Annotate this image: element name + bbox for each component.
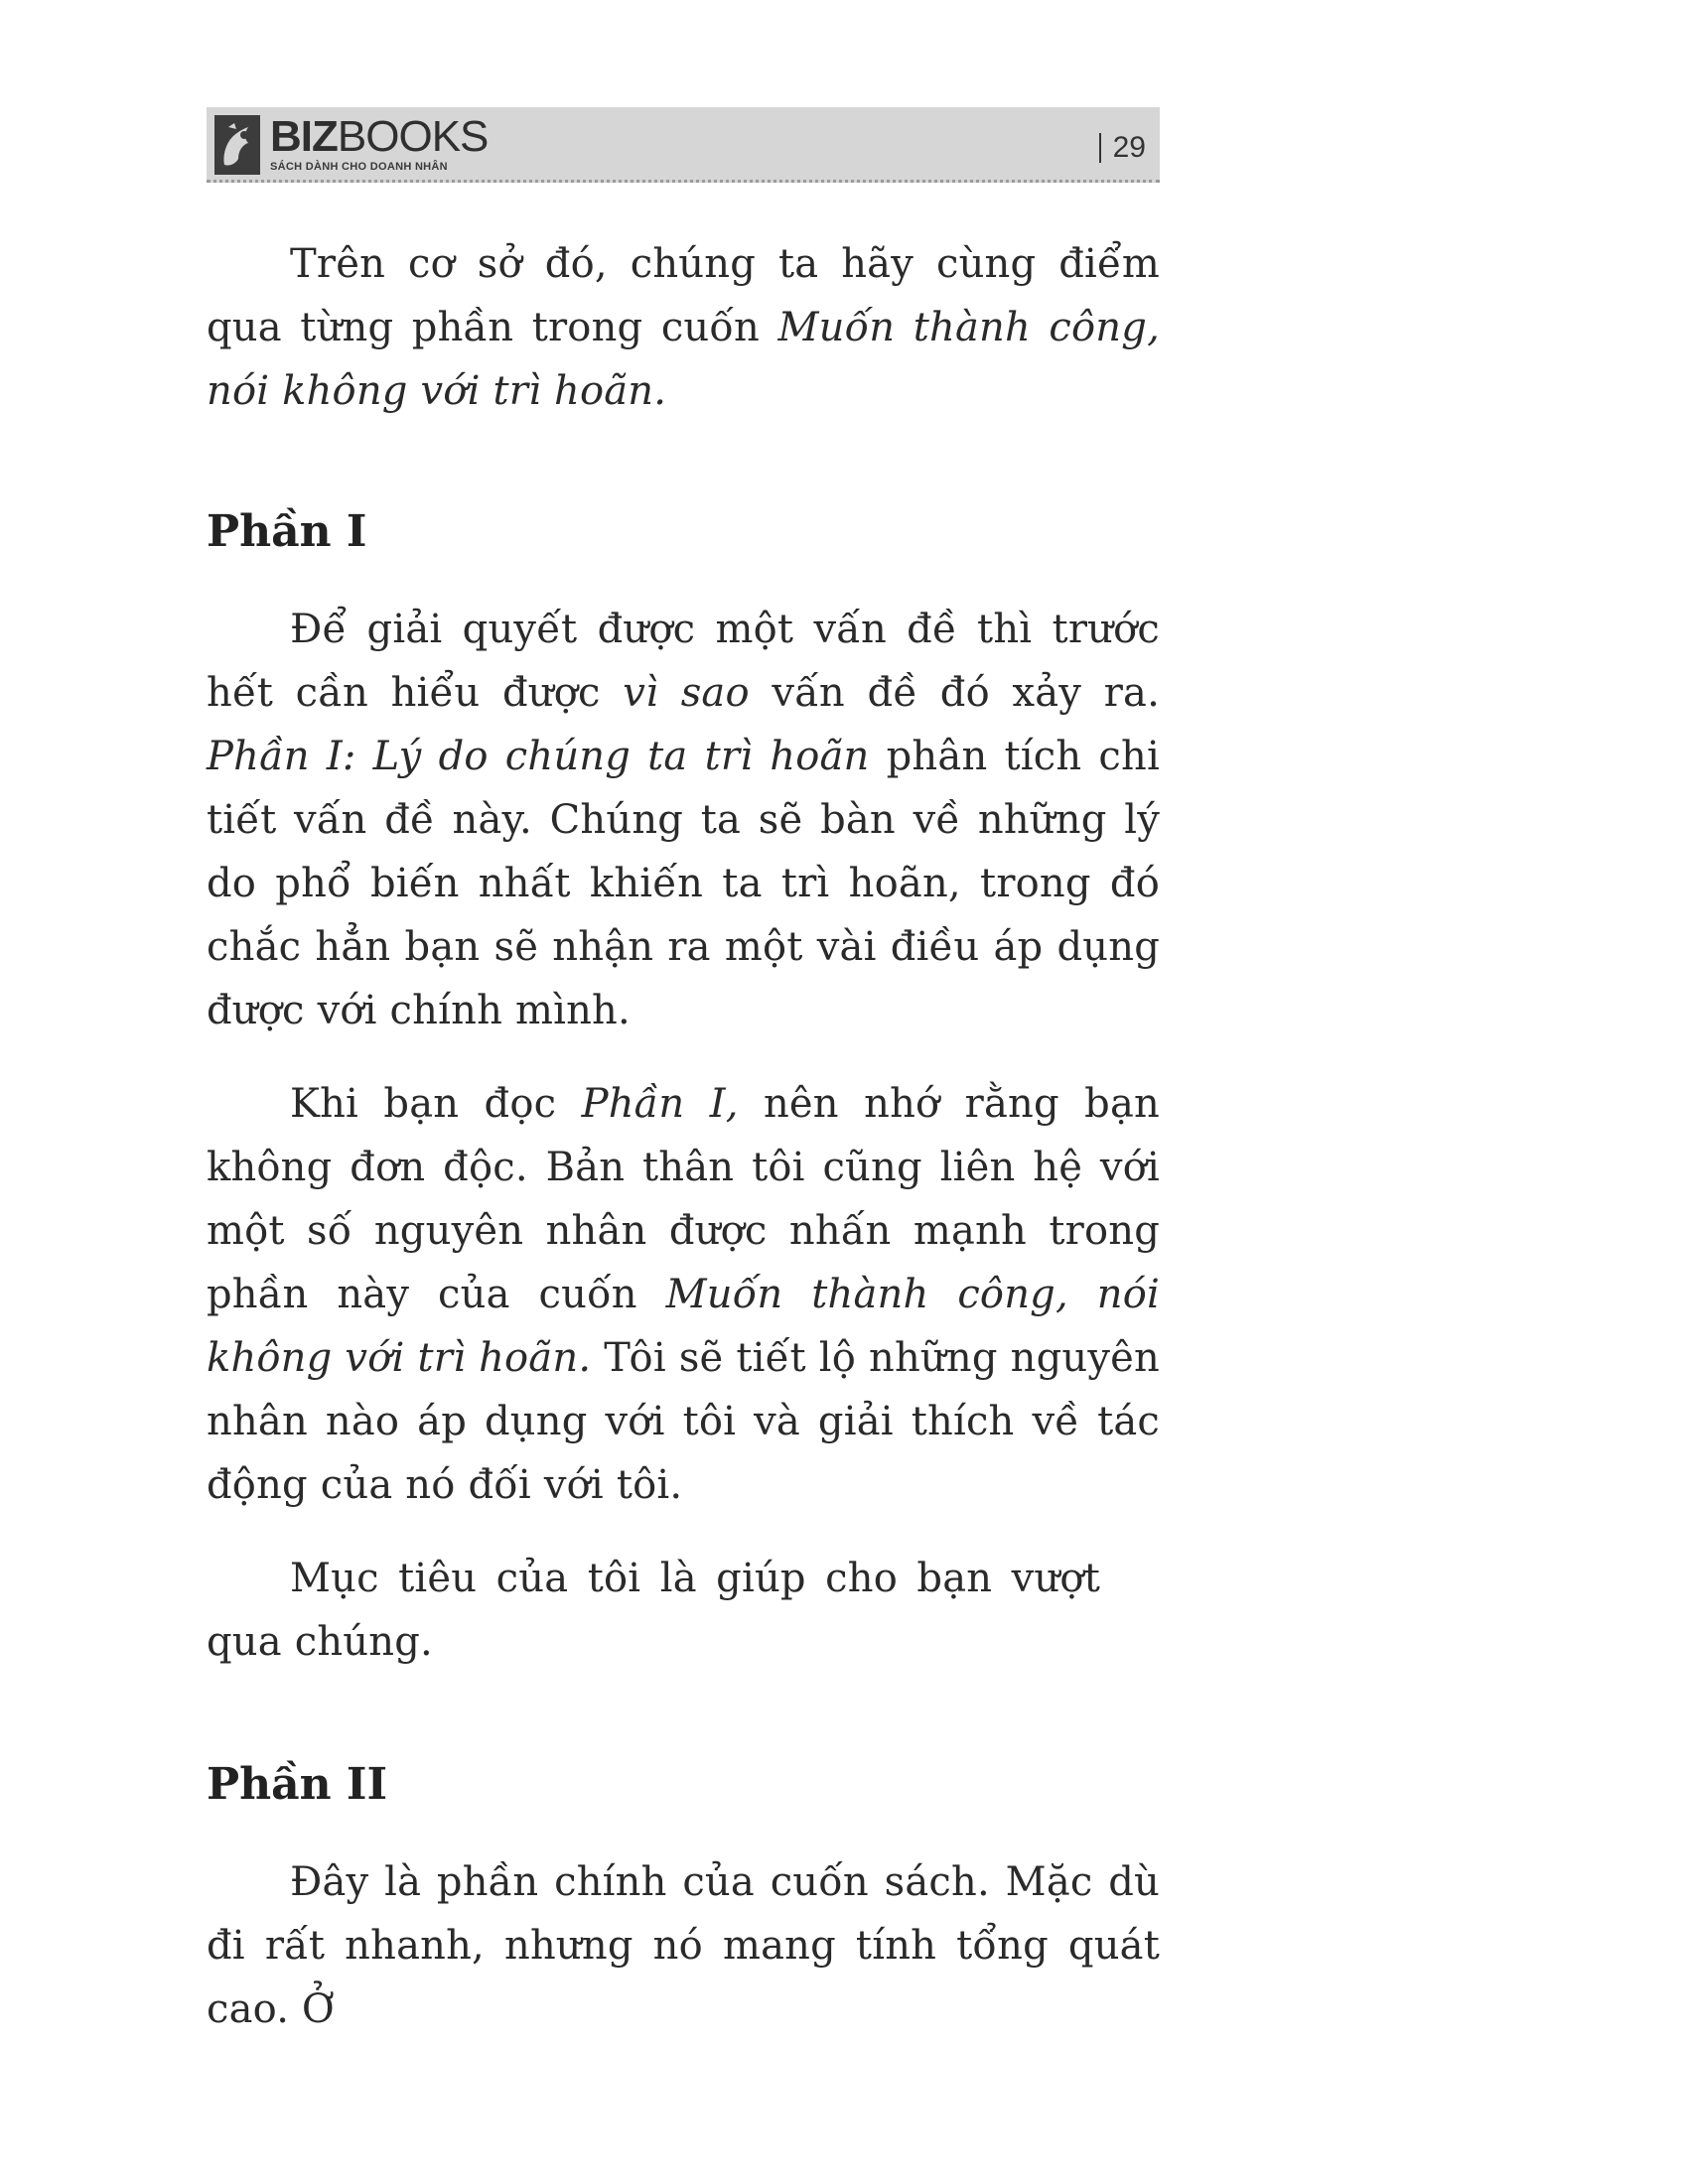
emphasis: Phần I, [581, 1081, 739, 1127]
text-run: Khi bạn đọc [290, 1081, 582, 1127]
text-run: nên nhớ rằng bạn không đơn độc. Bản thân tôi cũng liên hệ với một số nguyên nhân được nhấn mạnh trong phần này của cuốn [207, 1081, 1160, 1317]
bizbooks-logo-icon [214, 115, 260, 175]
intro-text: Trên cơ sở đó, chúng ta hãy cùng điểm qua từng phần trong cuốn [207, 241, 1160, 350]
brand-name-light: BOOKS [337, 112, 489, 161]
page-header [207, 107, 1160, 183]
page-number-value: 29 [1112, 131, 1146, 164]
publisher-logo [214, 112, 489, 175]
book-title: Muốn thành công, nói không với trì hoãn. [207, 305, 1160, 414]
page-body [207, 232, 1160, 2041]
text-run: Tôi sẽ tiết lộ những nguyên nhân nào áp dụng với tôi và giải thích về tác động của nó đối với tôi. [207, 1335, 1160, 1508]
text-run: phân tích chi tiết vấn đề này. Chúng ta sẽ bàn về những lý do phổ biến nhất khiến ta trì hoãn, trong đó chắc hẳn bạn sẽ nhận ra một vài điều áp dụng được với chính mình. [207, 734, 1160, 1033]
page-number [1099, 131, 1146, 165]
part-1-paragraph-3: Mục tiêu của tôi là giúp cho bạn vượt qua chúng. [207, 1556, 1100, 1665]
intro-paragraph [207, 232, 1160, 423]
section-heading-part-1: Phần I [207, 506, 367, 557]
section-heading-part-2: Phần II [207, 1759, 388, 1810]
emphasis: Phần I: Lý do chúng ta trì hoãn [207, 734, 870, 779]
part-1-paragraph-2 [207, 1072, 1160, 1517]
part-2-paragraph-1: Đây là phần chính của cuốn sách. Mặc dù đi rất nhanh, nhưng nó mang tính tổng quát cao. Ở [207, 1859, 1160, 2032]
brand-name-bold: BIZ [270, 112, 338, 161]
brand-name [270, 112, 489, 161]
page-number-divider [1099, 133, 1101, 163]
emphasis: vì sao [623, 670, 750, 716]
book-title: Muốn thành công, nói không với trì hoãn. [207, 1272, 1161, 1381]
text-run: vấn đề đó xảy ra. [749, 670, 1161, 716]
text-run: Để giải quyết được một vấn đề thì trước hết cần hiểu được [207, 607, 1160, 716]
brand-tagline: SÁCH DÀNH CHO DOANH NHÂN [270, 161, 448, 173]
part-1-paragraph-1 [207, 598, 1160, 1042]
